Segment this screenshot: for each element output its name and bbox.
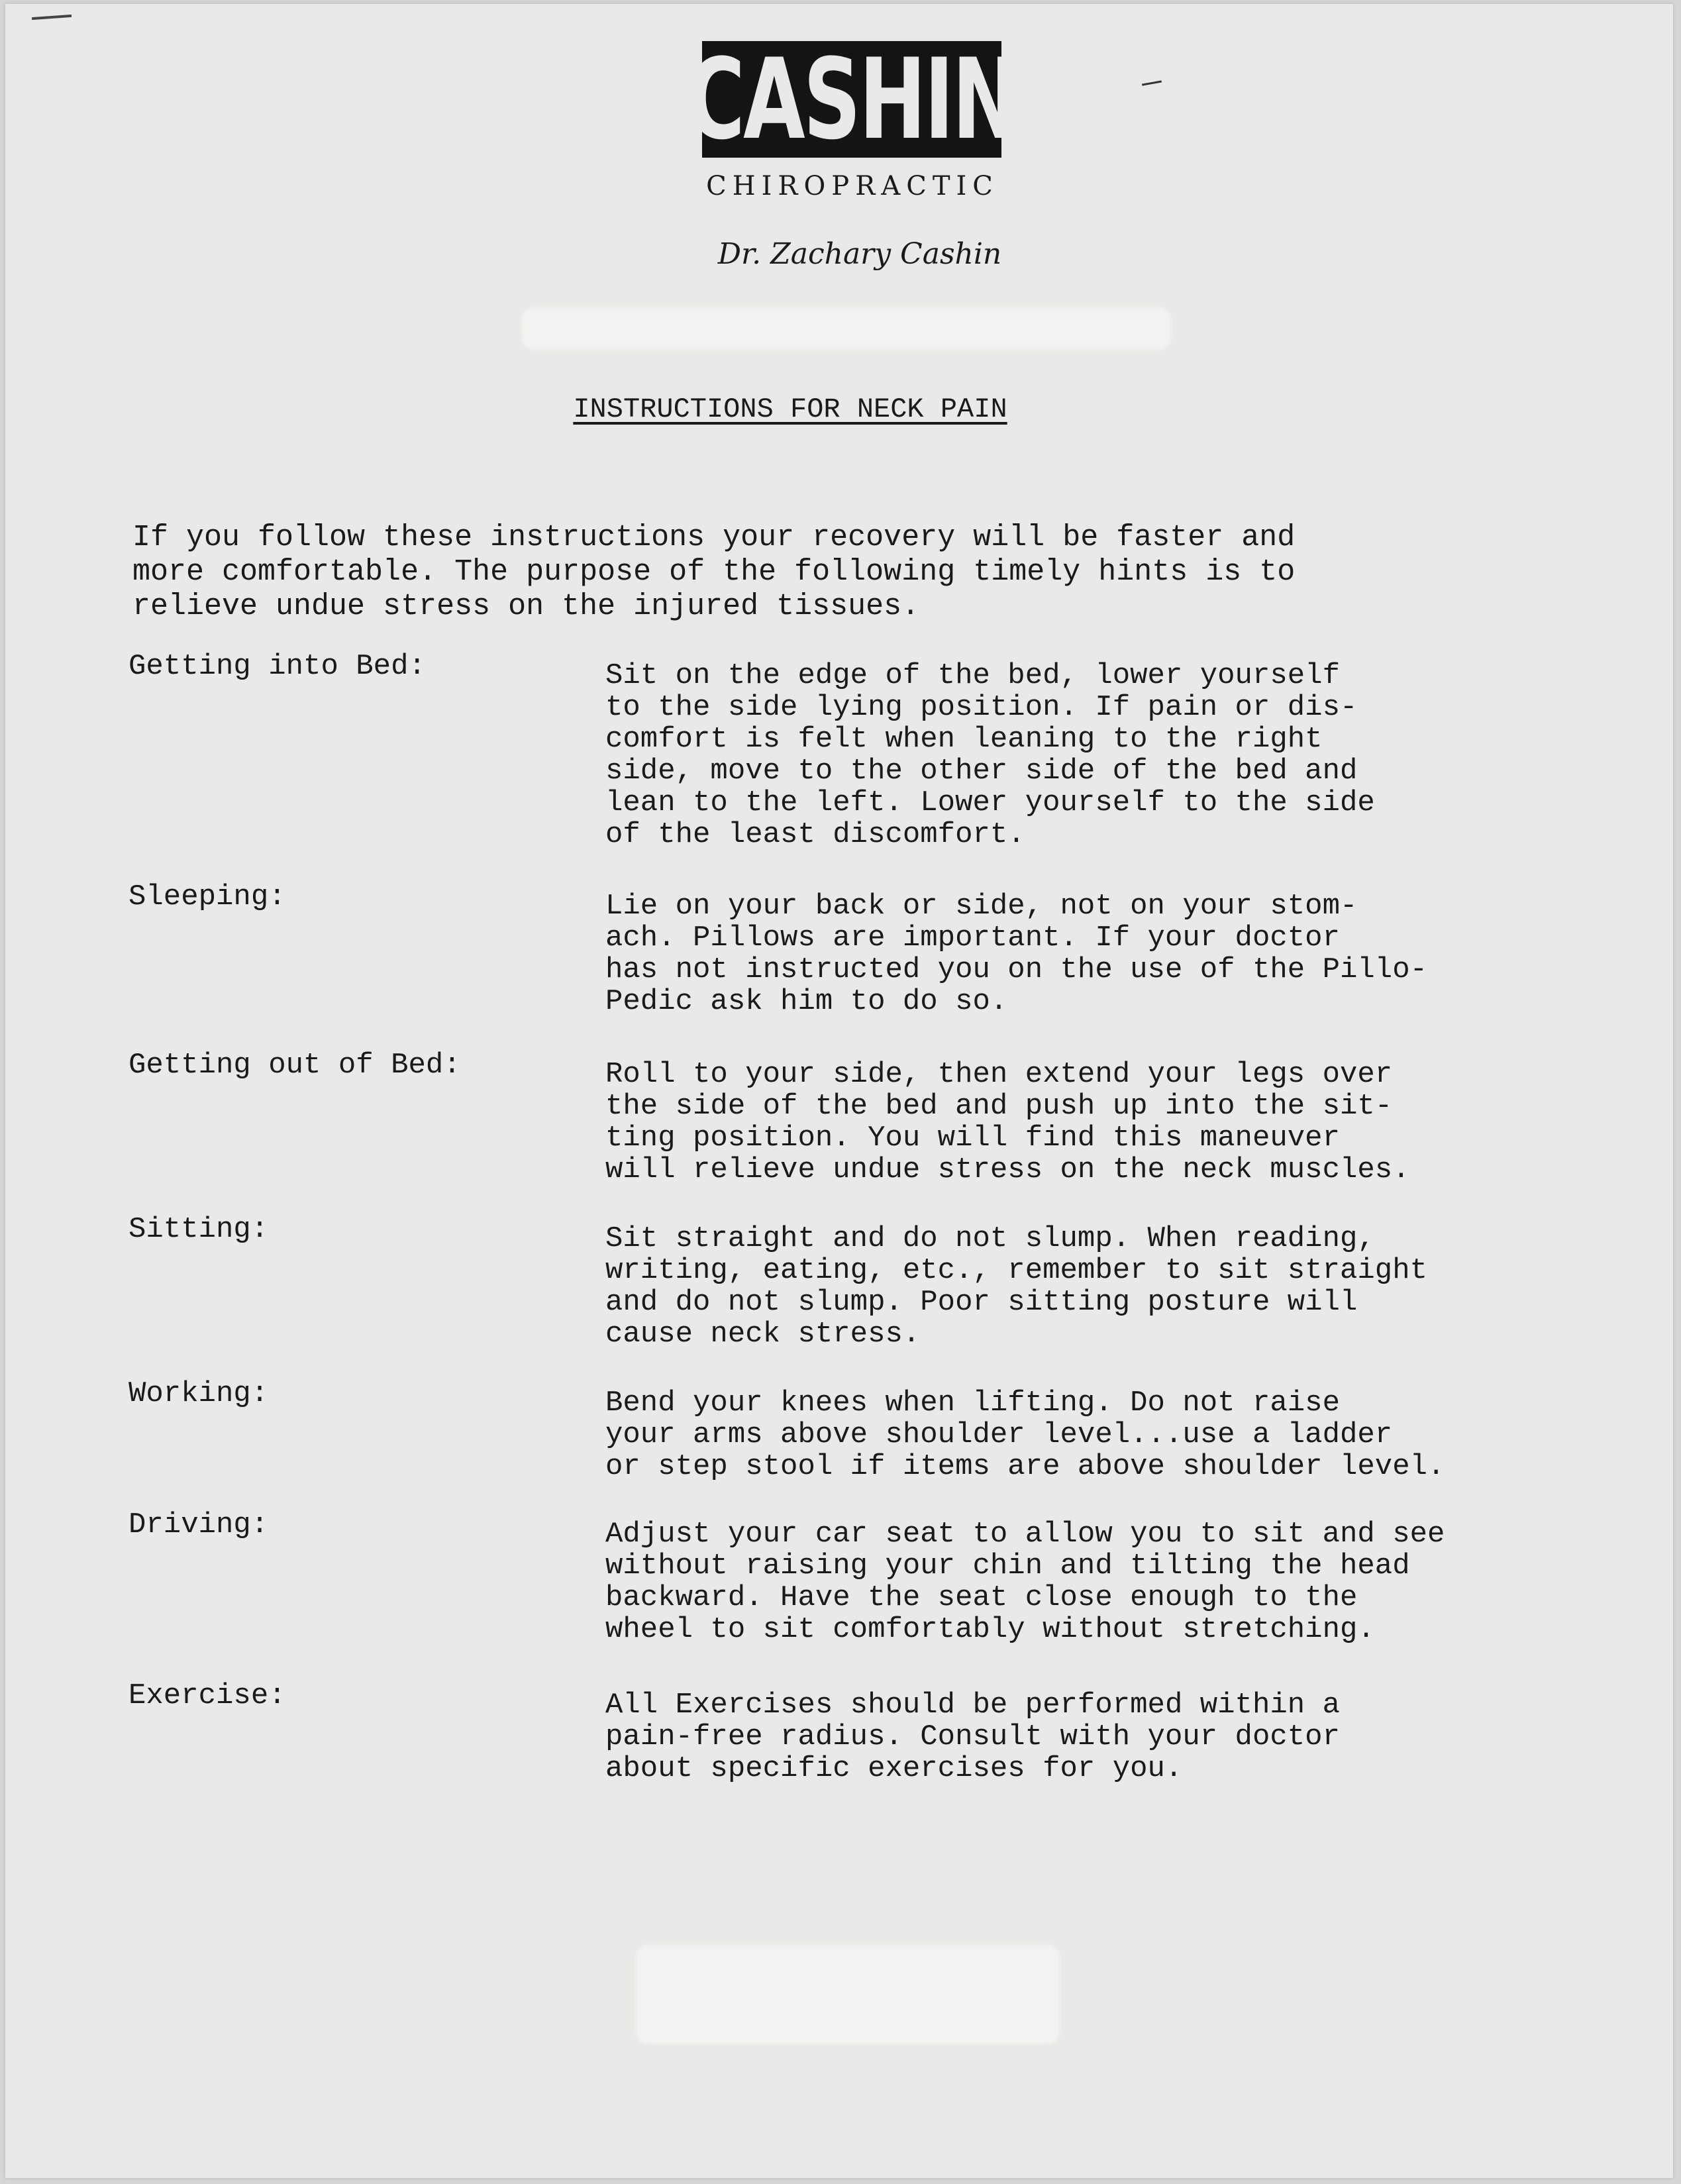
- section-text: Adjust your car seat to allow you to sit and see without raising your chin and tilting the head backward. Have the seat close enough to the wheel to sit comfortably without stretching.: [605, 1518, 1445, 1646]
- section-label: Sitting:: [128, 1213, 269, 1246]
- section-text: Sit straight and do not slump. When reading, writing, eating, etc., remember to sit straight and do not slump. Poor sitting posture will cause neck stress.: [605, 1222, 1428, 1351]
- section-label: Exercise:: [128, 1679, 286, 1712]
- section-label: Getting out of Bed:: [128, 1049, 461, 1082]
- doctor-name: Dr. Zachary Cashin: [717, 237, 1002, 271]
- logo: [686, 34, 1017, 164]
- section-label: Sleeping:: [128, 880, 286, 913]
- section-label: Driving:: [128, 1508, 269, 1541]
- logo-subtitle: CHIROPRACTIC: [706, 171, 999, 201]
- section-text: Sit on the edge of the bed, lower yourself to the side lying position. If pain or dis- comfort is felt when leaning to the right side, move to the other side of the bed and lean to the left. Lower yourself to the side of the least discomfort.: [605, 659, 1375, 851]
- document-page: [5, 4, 1673, 2178]
- section-label: Working:: [128, 1377, 269, 1410]
- section-text: All Exercises should be performed within a pain-free radius. Consult with your doctor about specific exercises for you.: [605, 1689, 1340, 1785]
- section-label: Getting into Bed:: [128, 650, 426, 683]
- redaction-smudge: [636, 1945, 1060, 2044]
- pen-mark: [32, 15, 72, 20]
- page-title: INSTRUCTIONS FOR NECK PAIN: [573, 393, 1007, 425]
- section-text: Bend your knees when lifting. Do not raise your arms above shoulder level...use a ladder or step stool if items are above shoulder level.: [605, 1386, 1445, 1483]
- redaction-smudge: [522, 307, 1171, 350]
- logo-text: CASHIN: [686, 34, 1017, 164]
- section-text: Roll to your side, then extend your legs over the side of the bed and push up into the sit- ting position. You will find this maneuver will relieve undue stress on the neck muscles.: [605, 1058, 1410, 1186]
- pen-mark: [1142, 80, 1162, 85]
- section-text: Lie on your back or side, not on your stom- ach. Pillows are important. If your doctor has not instructed you on the use of the Pillo- Pedic ask him to do so.: [605, 890, 1428, 1018]
- intro-paragraph: If you follow these instructions your recovery will be faster and more comfortable. The purpose of the following timely hints is to relieve undue stress on the injured tissues.: [132, 521, 1296, 623]
